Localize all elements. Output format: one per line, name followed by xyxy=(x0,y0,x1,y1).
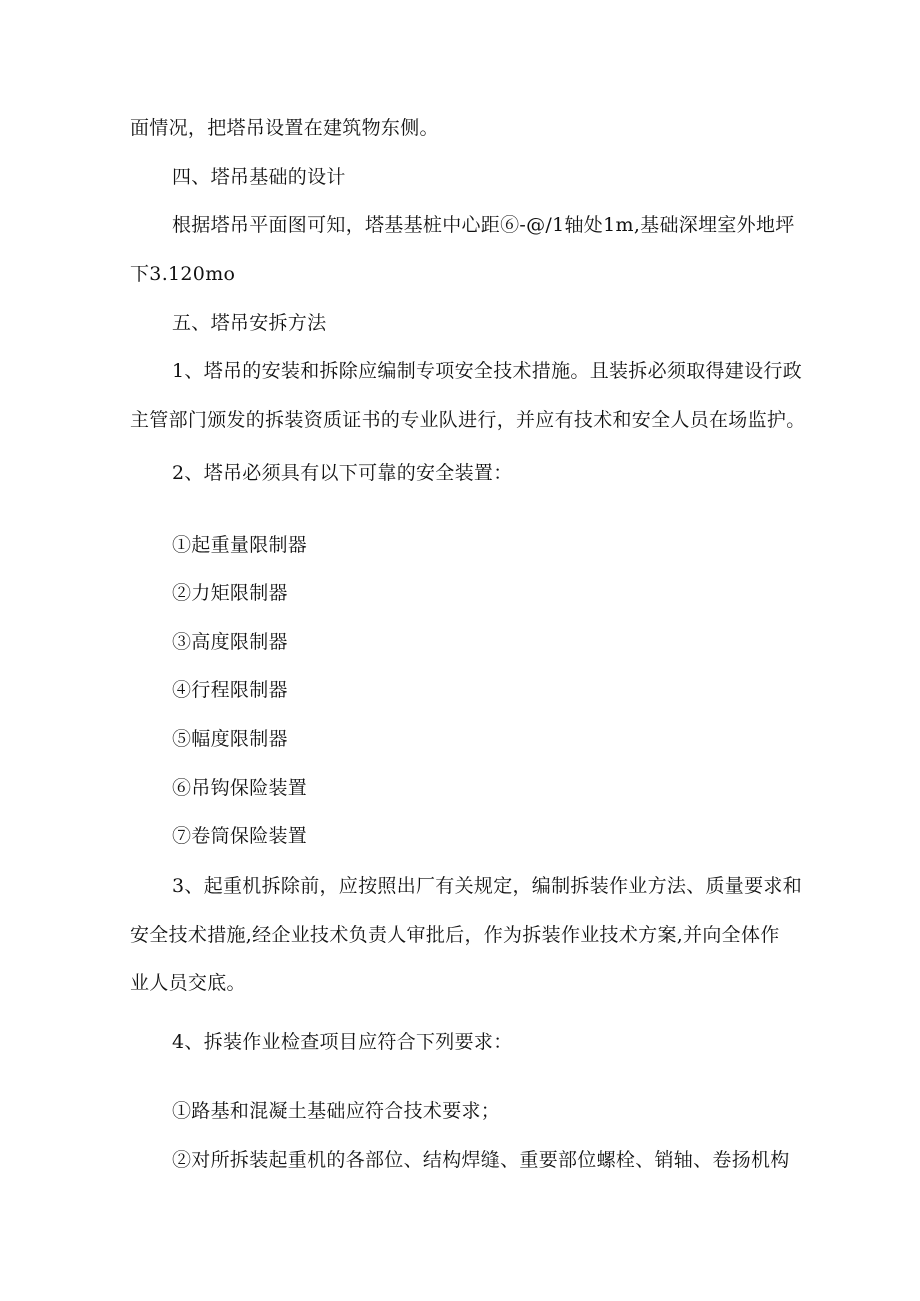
list-item-7: ⑦卷筒保险装置 xyxy=(172,825,308,847)
list-item-2: ②力矩限制器 xyxy=(172,582,288,604)
paragraph-line-5: 主管部门颁发的拆装资质证书的专业队进行，并应有技术和安全人员在场监护。 xyxy=(130,409,806,431)
list-item-1: ①起重量限制器 xyxy=(172,534,308,556)
list-item-9: ②对所拆装起重机的各部位、结构焊缝、重要部位螺栓、销轴、卷扬机构 xyxy=(172,1149,790,1171)
paragraph-line-6: 2、塔吊必须具有以下可靠的安全装置： xyxy=(172,462,513,484)
section-heading-4: 四、塔吊基础的设计 xyxy=(172,166,346,188)
paragraph-line-4: 1、塔吊的安装和拆除应编制专项安全技术措施。且装拆必须取得建设行政 xyxy=(172,360,802,382)
section-heading-5: 五、塔吊安拆方法 xyxy=(172,312,327,334)
paragraph-line-2: 根据塔吊平面图可知，塔基基桩中心距⑥-@/1轴处1m,基础深埋室外地坪 xyxy=(172,214,795,236)
list-item-4: ④行程限制器 xyxy=(172,679,288,701)
paragraph-line-1: 面情况，把塔吊设置在建筑物东侧。 xyxy=(130,117,439,139)
list-item-6: ⑥吊钩保险装置 xyxy=(172,777,308,799)
list-item-8: ①路基和混凝土基础应符合技术要求； xyxy=(172,1100,501,1122)
list-item-3: ③高度限制器 xyxy=(172,631,288,653)
paragraph-line-10: 4、拆装作业检查项目应符合下列要求： xyxy=(172,1031,513,1053)
paragraph-line-8: 安全技术措施,经企业技术负责人审批后，作为拆装作业技术方案,并向全体作 xyxy=(130,924,780,946)
paragraph-line-3: 下3.120mo xyxy=(130,263,236,285)
paragraph-line-7: 3、起重机拆除前，应按照出厂有关规定，编制拆装作业方法、质量要求和 xyxy=(172,875,802,897)
list-item-5: ⑤幅度限制器 xyxy=(172,728,288,750)
paragraph-line-9: 业人员交底。 xyxy=(130,972,246,994)
